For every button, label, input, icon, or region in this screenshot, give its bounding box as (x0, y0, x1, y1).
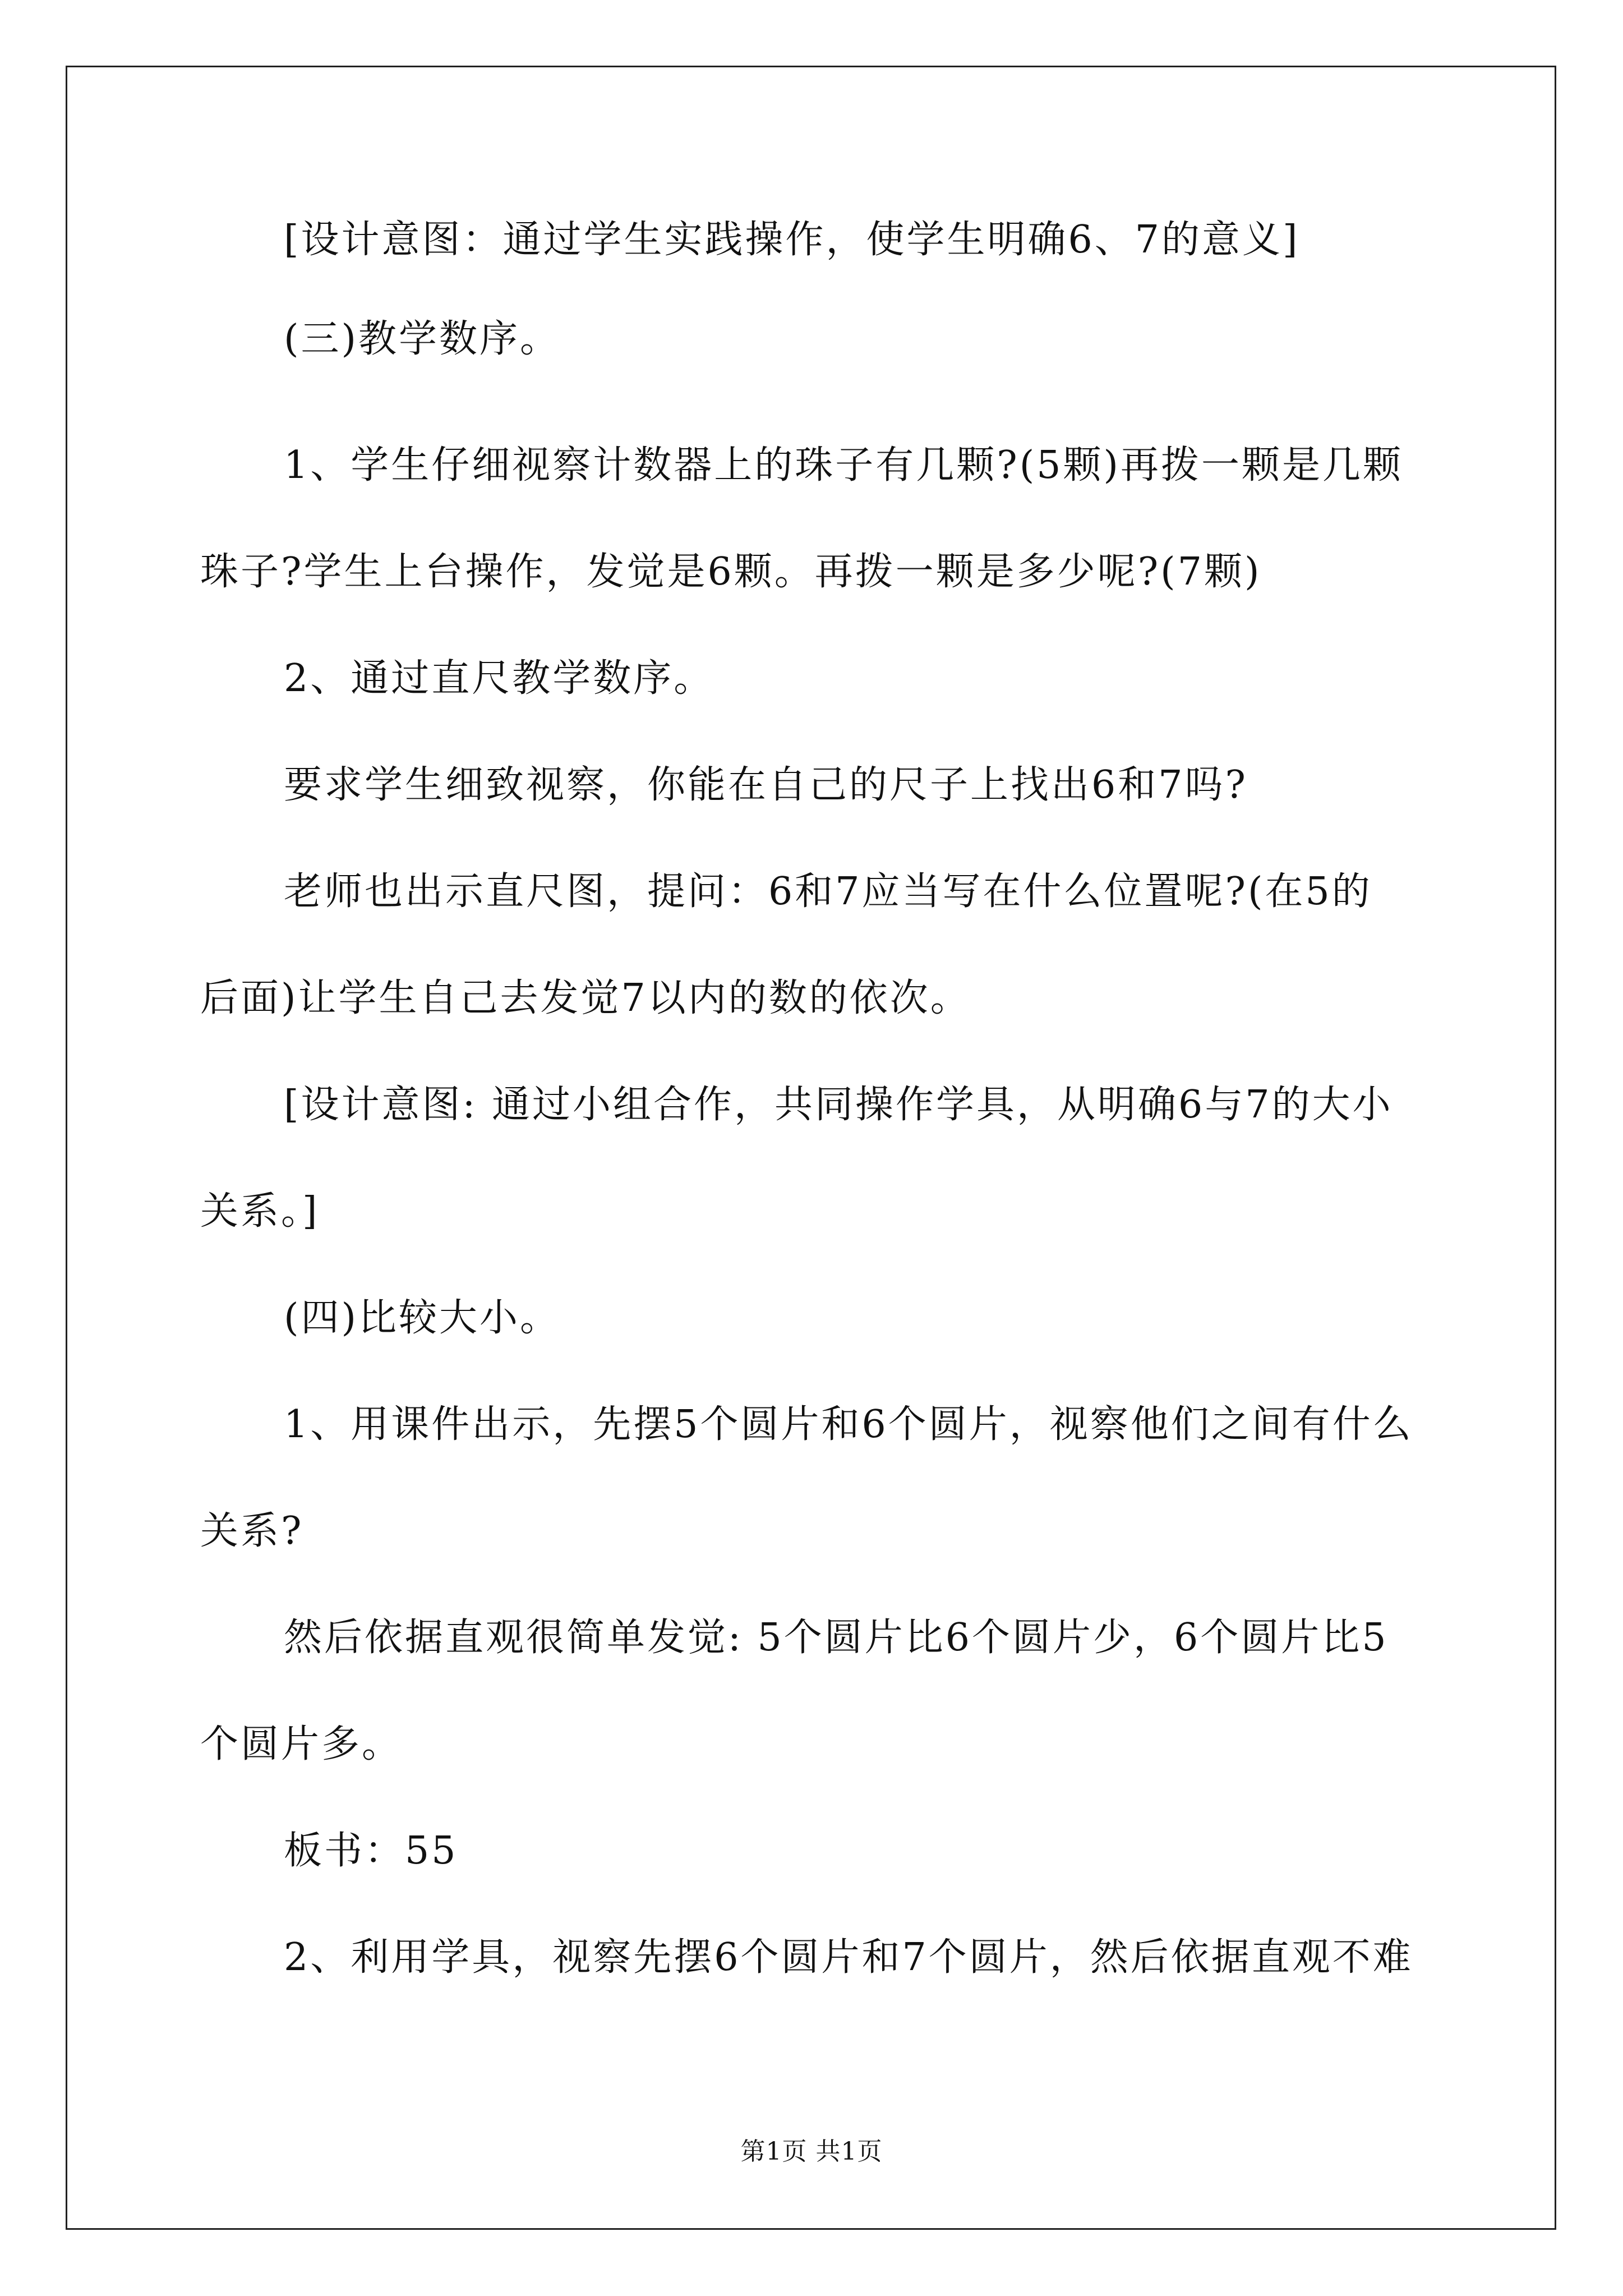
design-intent-line: [设计意图: 通过小组合作，共同操作学具，从明确6与7的大小 (284, 1083, 1393, 1127)
paragraph-line: 1、用课件出示，先摆5个圆片和6个圆片，视察他们之间有什么 (284, 1402, 1413, 1447)
paragraph-line: 关系? (200, 1509, 304, 1553)
paragraph-line: 2、通过直尺教学数序。 (284, 656, 714, 701)
page-number-footer: 第1页 共1页 (740, 2137, 883, 2166)
paragraph-line: 珠子?学生上台操作，发觉是6颗。再拨一颗是多少呢?(7颗) (200, 550, 1262, 594)
paragraph-line: 关系。] (200, 1189, 320, 1234)
paragraph-line: 然后依据直观很简单发觉: 5个圆片比6个圆片少，6个圆片比5 (284, 1616, 1389, 1660)
paragraph-line: 2、利用学具，视察先摆6个圆片和7个圆片，然后依据直观不难 (284, 1935, 1413, 1980)
paragraph-line: 个圆片多。 (200, 1722, 403, 1766)
paragraph-line: 老师也出示直尺图，提问：6和7应当写在什么位置呢?(在5的 (284, 869, 1372, 914)
paragraph-line: 要求学生细致视察，你能在自己的尺子上找出6和7吗? (284, 763, 1248, 807)
section-heading-4: (四)比较大小。 (284, 1296, 561, 1340)
board-writing-line: 板书：55 (284, 1829, 458, 1873)
design-intent-line: [设计意图：通过学生实践操作，使学生明确6、7的意义] (284, 218, 1300, 262)
section-heading-3: (三)教学数序。 (284, 317, 561, 361)
paragraph-line: 后面)让学生自己去发觉7以内的数的依次。 (200, 976, 971, 1020)
paragraph-line: 1、学生仔细视察计数器上的珠子有几颗?(5颗)再拨一颗是几颗 (284, 443, 1404, 487)
page-border (66, 66, 1556, 2230)
